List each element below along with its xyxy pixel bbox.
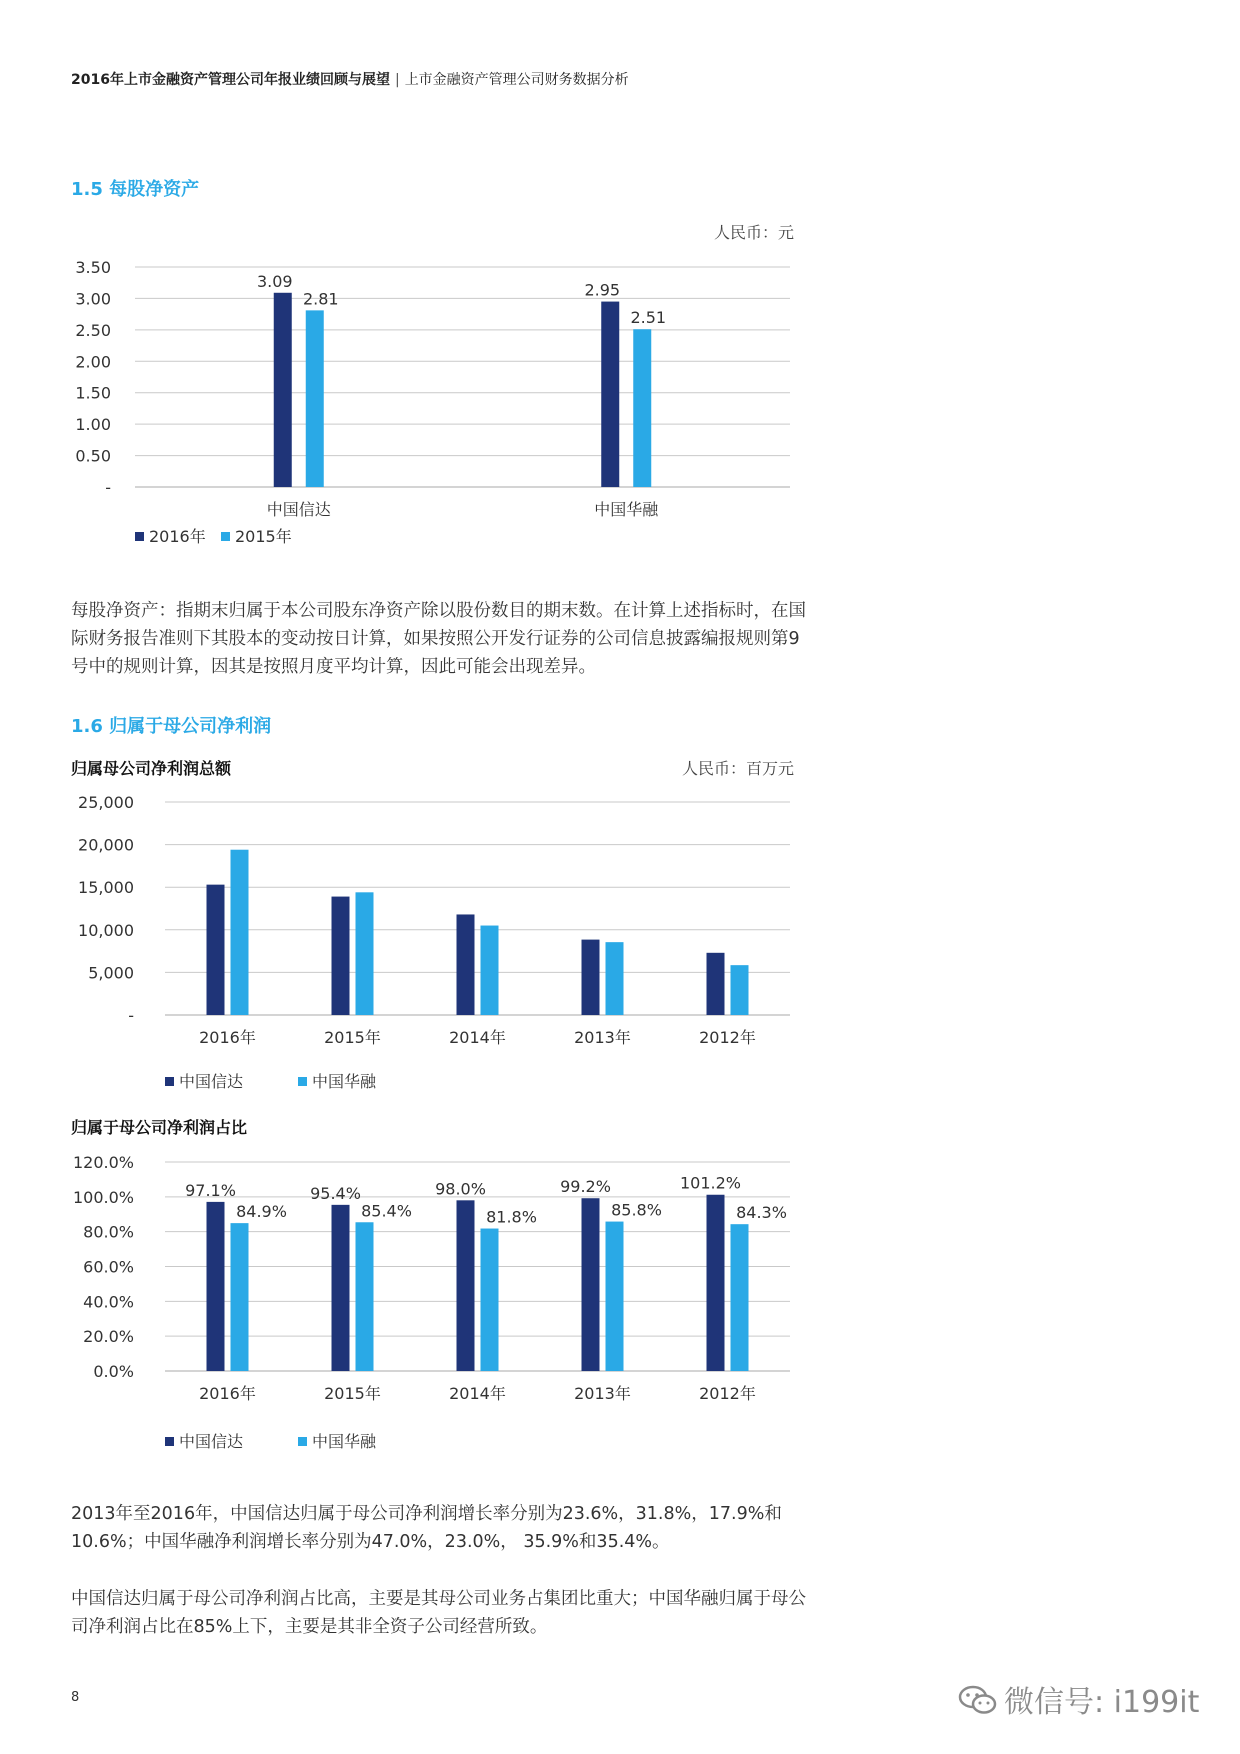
chart2-unit: 人民币：百万元 bbox=[681, 759, 794, 778]
bar bbox=[707, 1195, 725, 1371]
bar bbox=[606, 1222, 624, 1371]
data-label: 85.8% bbox=[611, 1200, 662, 1220]
x-tick-label: 中国信达 bbox=[266, 500, 331, 519]
bar bbox=[731, 965, 749, 1015]
y-tick-label: 10,000 bbox=[78, 920, 134, 940]
watermark-text: 微信号: i199it bbox=[1004, 1685, 1200, 1720]
bar bbox=[207, 885, 225, 1015]
bar bbox=[274, 293, 292, 487]
x-tick-label: 2016年 bbox=[199, 1384, 256, 1403]
bar bbox=[481, 1229, 499, 1371]
y-tick-label: 2.50 bbox=[75, 320, 111, 340]
y-tick-label: 20,000 bbox=[78, 835, 134, 855]
y-tick-label: 20.0% bbox=[83, 1327, 134, 1347]
bar bbox=[457, 914, 475, 1015]
legend-label: 2016年 bbox=[149, 527, 206, 546]
data-label: 84.9% bbox=[236, 1202, 287, 1222]
y-tick-label: 3.00 bbox=[75, 289, 111, 309]
y-tick-label: 2.00 bbox=[75, 352, 111, 372]
chart2-title: 归属母公司净利润总额 bbox=[71, 759, 232, 778]
chart3-title: 归属于母公司净利润占比 bbox=[71, 1118, 248, 1137]
paragraph-growth-rates bbox=[71, 1500, 811, 1556]
y-tick-label: 80.0% bbox=[83, 1222, 134, 1242]
bar bbox=[207, 1202, 225, 1371]
y-tick-label: 5,000 bbox=[88, 963, 134, 983]
data-label: 99.2% bbox=[560, 1177, 611, 1197]
bar bbox=[707, 953, 725, 1015]
legend-swatch bbox=[298, 1077, 307, 1086]
legend-label: 2015年 bbox=[235, 527, 292, 546]
paragraph-nav-definition bbox=[71, 597, 811, 681]
y-tick-label: 0.0% bbox=[93, 1362, 134, 1381]
bar bbox=[582, 940, 600, 1015]
bar bbox=[481, 926, 499, 1015]
net-profit-ratio-chart bbox=[0, 1150, 820, 1470]
y-tick-label: - bbox=[105, 478, 111, 497]
y-tick-label: 40.0% bbox=[83, 1292, 134, 1312]
data-label: 98.0% bbox=[435, 1179, 486, 1199]
legend-swatch bbox=[221, 532, 230, 541]
y-tick-label: 25,000 bbox=[78, 793, 134, 812]
bar bbox=[633, 329, 651, 487]
x-tick-label: 2012年 bbox=[699, 1384, 756, 1403]
paragraph-text: 2013年至2016年，中国信达归属于母公司净利润增长率分别为23.6%，31.8%，17.9%和10.6%；中国华融净利润增长率分别为47.0%，23.0%， 35.9%和35.4%。 bbox=[71, 1504, 782, 1552]
chart1-unit: 人民币：元 bbox=[713, 223, 794, 242]
bar bbox=[332, 1205, 350, 1371]
paragraph-text: 中国信达归属于母公司净利润占比高，主要是其母公司业务占集团比重大；中国华融归属于母公司净利润占比在85%上下，主要是其非全资子公司经营所致。 bbox=[71, 1589, 806, 1637]
x-tick-label: 2013年 bbox=[574, 1028, 631, 1047]
data-label: 2.51 bbox=[630, 308, 667, 328]
y-tick-label: 100.0% bbox=[72, 1187, 134, 1207]
y-tick-label: - bbox=[128, 1006, 134, 1025]
data-label: 3.09 bbox=[256, 271, 293, 291]
legend-label: 中国华融 bbox=[312, 1432, 377, 1451]
section-title: 上市金融资产管理公司财务数据分析 bbox=[404, 72, 629, 88]
report-title: 2016年上市金融资产管理公司年报业绩回顾与展望 bbox=[71, 72, 390, 88]
y-tick-label: 15,000 bbox=[78, 878, 134, 898]
y-tick-label: 60.0% bbox=[83, 1257, 134, 1277]
bar bbox=[231, 850, 249, 1015]
y-tick-label: 1.00 bbox=[75, 415, 111, 435]
paragraph-ratio-explanation bbox=[71, 1585, 811, 1641]
data-label: 97.1% bbox=[185, 1180, 236, 1200]
wechat-icon bbox=[958, 1684, 998, 1716]
data-label: 2.95 bbox=[584, 280, 621, 300]
legend-label: 中国信达 bbox=[179, 1072, 244, 1091]
data-label: 81.8% bbox=[486, 1207, 537, 1227]
data-label: 84.3% bbox=[736, 1203, 787, 1223]
legend-label: 中国华融 bbox=[312, 1072, 377, 1091]
y-tick-label: 0.50 bbox=[75, 446, 111, 466]
x-tick-label: 2015年 bbox=[324, 1384, 381, 1403]
data-label: 101.2% bbox=[679, 1173, 742, 1193]
nav-per-share-chart bbox=[0, 255, 820, 565]
legend-label: 中国信达 bbox=[179, 1432, 244, 1451]
legend-swatch bbox=[165, 1437, 174, 1446]
section-1-6-title: 1.6 归属于母公司净利润 bbox=[71, 716, 272, 737]
x-tick-label: 2015年 bbox=[324, 1028, 381, 1047]
bar bbox=[606, 942, 624, 1015]
y-tick-label: 3.50 bbox=[75, 258, 111, 277]
legend-swatch bbox=[298, 1437, 307, 1446]
data-label: 85.4% bbox=[361, 1201, 412, 1221]
x-tick-label: 2016年 bbox=[199, 1028, 256, 1047]
legend-swatch bbox=[165, 1077, 174, 1086]
bar bbox=[731, 1224, 749, 1371]
section-1-5-title: 1.5 每股净资产 bbox=[71, 179, 200, 200]
x-tick-label: 2013年 bbox=[574, 1384, 631, 1403]
bar bbox=[582, 1198, 600, 1371]
watermark bbox=[958, 1677, 1199, 1721]
page-header bbox=[71, 69, 629, 89]
page-number: 8 bbox=[71, 1690, 80, 1705]
bar bbox=[306, 310, 324, 487]
bar bbox=[356, 1222, 374, 1371]
bar bbox=[601, 302, 619, 487]
x-tick-label: 2014年 bbox=[449, 1028, 506, 1047]
bar bbox=[457, 1200, 475, 1371]
data-label: 95.4% bbox=[310, 1183, 361, 1203]
header-divider: | bbox=[394, 72, 400, 88]
bar bbox=[356, 892, 374, 1015]
bar bbox=[332, 897, 350, 1015]
paragraph-text: 每股净资产：指期末归属于本公司股东净资产除以股份数目的期末数。在计算上述指标时，在国际财务报告准则下其股本的变动按日计算，如果按照公开发行证券的公司信息披露编报规则第9号中的规则计算，因其是按照月度平均计算，因此可能会出现差异。 bbox=[71, 601, 806, 677]
x-tick-label: 中国华融 bbox=[594, 500, 659, 519]
x-tick-label: 2012年 bbox=[699, 1028, 756, 1047]
bar bbox=[231, 1223, 249, 1371]
net-profit-total-chart bbox=[0, 790, 820, 1110]
legend-swatch bbox=[135, 532, 144, 541]
y-tick-label: 1.50 bbox=[75, 383, 111, 403]
data-label: 2.81 bbox=[302, 289, 339, 309]
y-tick-label: 120.0% bbox=[72, 1153, 134, 1172]
x-tick-label: 2014年 bbox=[449, 1384, 506, 1403]
